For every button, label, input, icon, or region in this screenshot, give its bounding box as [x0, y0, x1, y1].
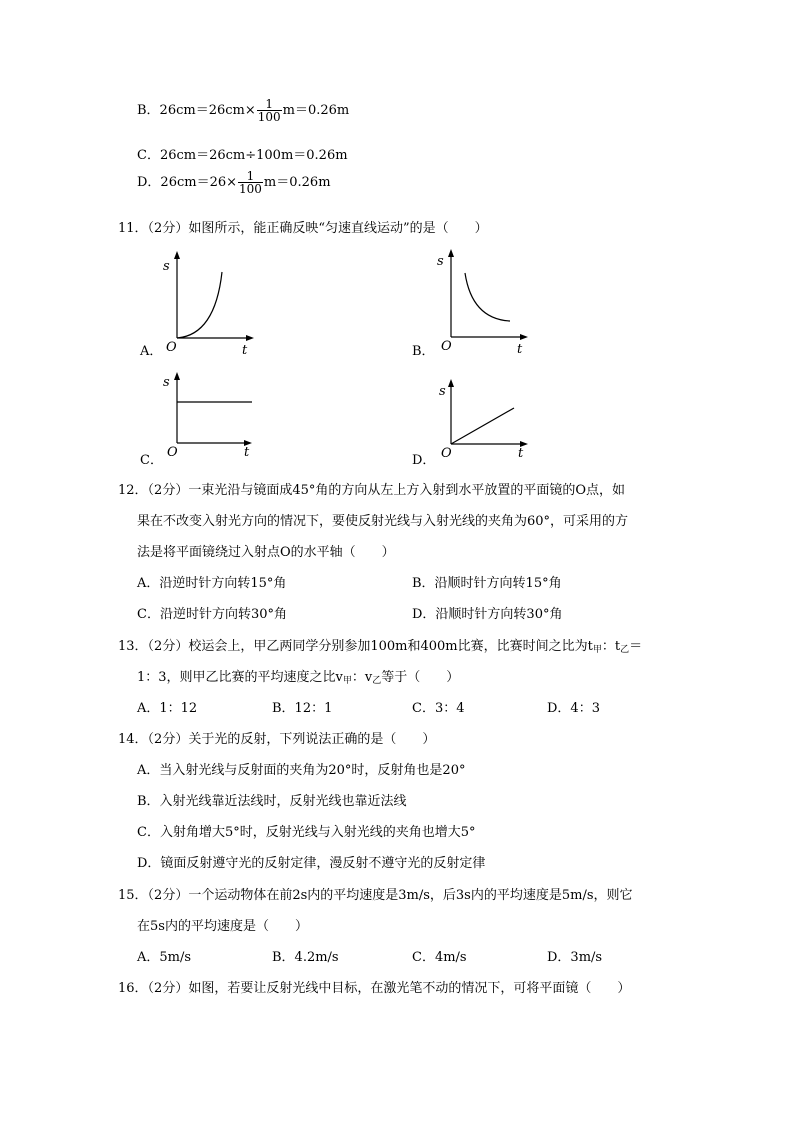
q12-line3: 法是将平面镜绕过入射点O的水平轴（ ）	[137, 545, 395, 560]
y-axis-arrow	[174, 251, 180, 259]
x-axis-arrow	[520, 334, 528, 340]
q11-option-d-label: D．	[412, 453, 436, 468]
q16-stem: 16．（2分）如图，若要让反射光线中目标，在激光笔不动的情况下，可将平面镜（ ）	[118, 981, 631, 996]
q12-option-b: B．沿顺时针方向转15°角	[412, 576, 562, 591]
fraction: $\frac{1}{100}$	[257, 97, 281, 124]
q15-line2: 在5s内的平均速度是（ ）	[137, 919, 308, 934]
y-axis-label: s	[439, 384, 446, 399]
s-t-curve	[177, 272, 222, 338]
y-axis-arrow	[448, 379, 454, 387]
q14-option-a: A．当入射光线与反射面的夹角为20°时，反射角也是20°	[137, 763, 466, 778]
q13-option-b: B．12：1	[272, 701, 333, 716]
q14-option-b: B．入射光线靠近法线时，反射光线也靠近法线	[137, 794, 407, 809]
q11-graph-c	[160, 368, 260, 458]
y-axis-arrow	[174, 372, 180, 380]
q15-option-a: A．5m/s	[137, 950, 192, 965]
q11-option-a-label: A．	[140, 344, 163, 359]
x-axis-label: t	[517, 342, 523, 355]
q14-option-d: D．镜面反射遵守光的反射定律，漫反射不遵守光的反射定律	[137, 856, 486, 871]
q12-line2: 果在不改变入射光方向的情况下，要使反射光线与入射光线的夹角为60°，可采用的方	[137, 514, 629, 529]
q15-line1: 15．（2分）一个运动物体在前2s内的平均速度是3m/s，后3s内的平均速度是5m/s，则它	[118, 888, 633, 903]
q13-option-c: C．3：4	[412, 701, 465, 716]
origin-label: O	[167, 445, 178, 458]
q11-stem: 11．（2分）如图所示，能正确反映“匀速直线运动”的是（ ）	[118, 221, 488, 236]
q15-option-b: B．4.2m/s	[272, 950, 339, 965]
q10-option-b: B．26cm＝26cm× $\frac{1}{100}$ m＝0.26m	[137, 97, 350, 124]
y-axis-label: s	[437, 254, 444, 269]
q11-graph-a	[160, 250, 260, 360]
fraction: $\frac{1}{100}$	[239, 169, 262, 196]
q13-line2: 1：3，则甲乙比赛的平均速度之比$v_甲$：$v_乙$等于（ ）	[137, 670, 460, 686]
q14-stem: 14．（2分）关于光的反射，下列说法正确的是（ ）	[118, 732, 436, 747]
y-axis-label: s	[163, 375, 170, 390]
x-axis-label: t	[518, 446, 524, 460]
q11-option-c-label: C．	[140, 453, 163, 468]
q12-option-d: D．沿顺时针方向转30°角	[412, 607, 563, 622]
q13-line1: 13．（2分）校运会上，甲乙两同学分别参加100m和400m比赛，比赛时间之比为$t_甲$：$t_乙=$	[118, 639, 643, 655]
q12-option-a: A．沿逆时针方向转15°角	[137, 576, 287, 591]
s-t-curve	[465, 273, 510, 321]
q15-option-d: D．3m/s	[547, 950, 603, 965]
origin-label: O	[166, 340, 177, 355]
s-t-line	[451, 408, 514, 444]
origin-label: O	[441, 446, 452, 460]
origin-label: O	[441, 339, 452, 354]
q10-option-c: C．26cm＝26cm÷100m＝0.26m	[137, 148, 348, 163]
x-axis-arrow	[246, 335, 254, 341]
q12-line1: 12．（2分）一束光沿与镜面成45°角的方向从左上方入射到水平放置的平面镜的O点，如	[118, 483, 626, 498]
q11-option-b-label: B．	[412, 344, 435, 359]
q10-option-d: D．26cm＝26× $\frac{1}{100}$ m＝0.26m	[137, 169, 331, 196]
q14-option-c: C．入射角增大5°时，反射光线与入射光线的夹角也增大5°	[137, 825, 476, 840]
q12-option-c: C．沿逆时针方向转30°角	[137, 607, 287, 622]
x-axis-label: t	[244, 445, 250, 458]
x-axis-label: t	[242, 343, 248, 358]
q13-option-d: D．4：3	[547, 701, 600, 716]
y-axis-label: s	[163, 259, 170, 274]
q11-graph-b	[434, 245, 534, 355]
q11-graph-d	[434, 375, 534, 460]
q13-option-a: A．1：12	[137, 701, 198, 716]
y-axis-arrow	[448, 249, 454, 257]
q15-option-c: C．4m/s	[412, 950, 467, 965]
